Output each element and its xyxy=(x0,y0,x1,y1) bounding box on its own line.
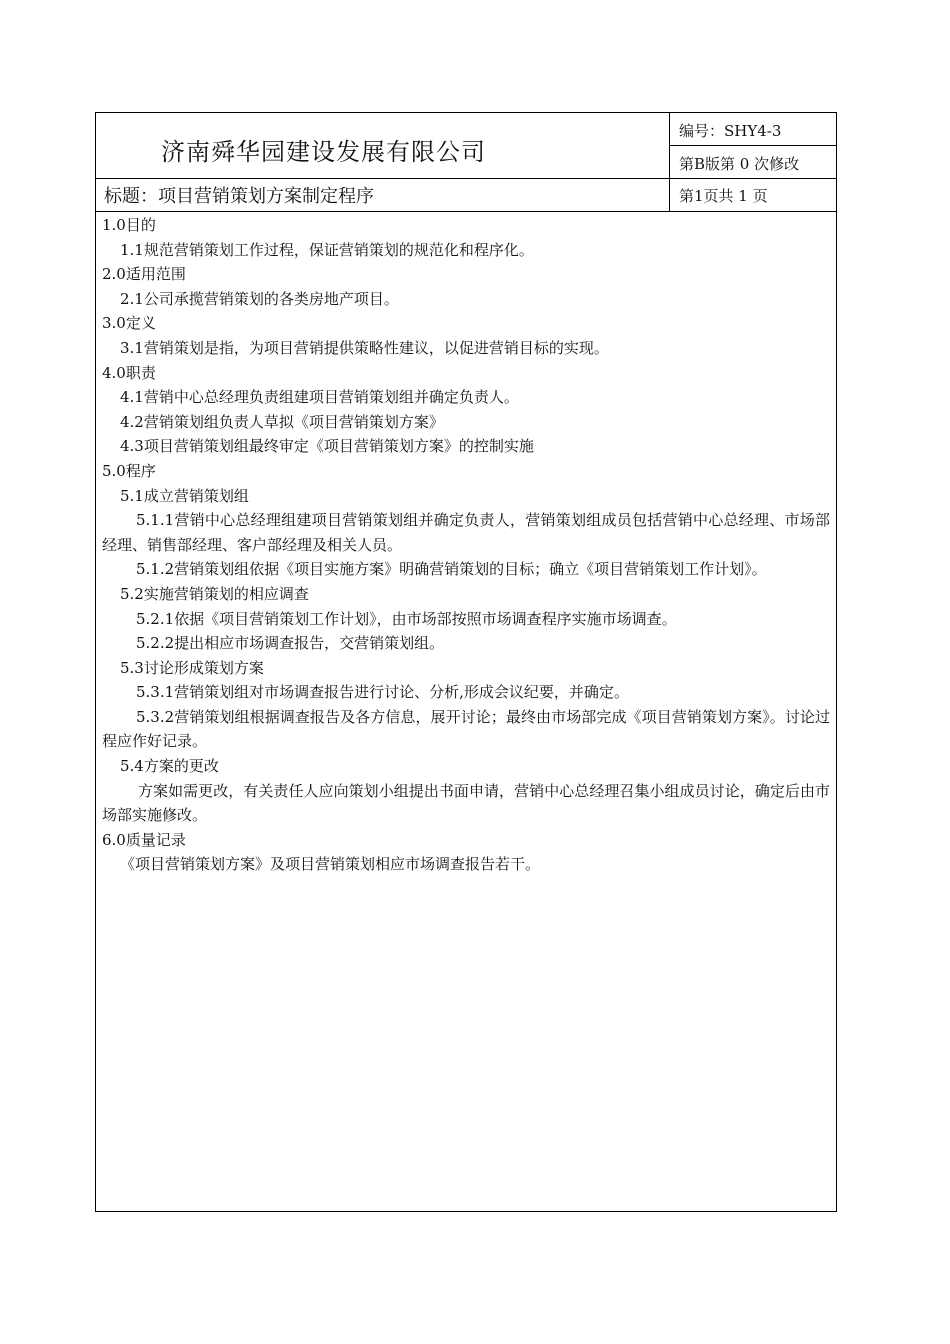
clause: 5.1.1营销中心总经理组建项目营销策划组并确定负责人，营销策划组成员包括营销中心总经理、市场部经理、销售部经理、客户部经理及相关人员。 xyxy=(102,511,830,554)
document-title: 标题：项目营销策划方案制定程序 xyxy=(104,186,374,207)
clause: 3.1营销策划是指，为项目营销提供策略性建议，以促进营销目标的实现。 xyxy=(120,338,609,357)
section-heading: 3.0定义 xyxy=(102,314,156,333)
page-info: 第1页共 1 页 xyxy=(679,187,768,205)
subsection-heading: 5.2实施营销策划的相应调查 xyxy=(120,584,309,603)
clause: 5.1.2营销策划组依据《项目实施方案》明确营销策划的目标；确立《项目营销策划工作计划》。 xyxy=(136,560,767,579)
document-body xyxy=(102,213,830,877)
company-name: 济南舜华园建设发展有限公司 xyxy=(161,138,486,166)
clause: 4.1营销中心总经理负责组建项目营销策划组并确定负责人。 xyxy=(120,388,519,407)
subsection-heading: 5.1成立营销策划组 xyxy=(120,486,249,505)
section-heading: 1.0目的 xyxy=(102,216,156,234)
clause: 2.1公司承揽营销策划的各类房地产项目。 xyxy=(120,289,399,308)
subsection-heading: 5.4方案的更改 xyxy=(120,757,219,776)
section-heading: 4.0职责 xyxy=(102,363,156,382)
clause: 5.3.2营销策划组根据调查报告及各方信息，展开讨论；最终由市场部完成《项目营销策划方案》。讨论过程应作好记录。 xyxy=(102,707,830,751)
header-divider xyxy=(669,145,837,146)
clause: 5.2.1依据《项目营销策划工作计划》，由市场部按照市场调查程序实施市场调查。 xyxy=(136,609,677,628)
clause: 《项目营销策划方案》及项目营销策划相应市场调查报告若干。 xyxy=(120,855,541,874)
section-heading: 2.0适用范围 xyxy=(102,265,186,284)
header-divider xyxy=(96,178,837,179)
clause: 方案如需更改，有关责任人应向策划小组提出书面申请，营销中心总经理召集小组成员讨论，确定后由市场部实施修改。 xyxy=(102,781,830,825)
clause: 5.2.2提出相应市场调查报告，交营销策划组。 xyxy=(136,634,445,653)
header-divider xyxy=(96,211,837,212)
header-column-divider xyxy=(669,113,670,211)
section-heading: 6.0质量记录 xyxy=(102,830,186,849)
section-heading: 5.0程序 xyxy=(102,461,156,480)
version-info: 第B版第 0 次修改 xyxy=(679,155,800,173)
clause: 5.3.1营销策划组对市场调查报告进行讨论、分析,形成会议纪要，并确定。 xyxy=(136,683,629,702)
subsection-heading: 5.3讨论形成策划方案 xyxy=(120,658,264,677)
document-frame xyxy=(95,112,837,1212)
document-number: 编号：SHY4-3 xyxy=(679,122,782,140)
clause: 4.3项目营销策划组最终审定《项目营销策划方案》的控制实施 xyxy=(120,437,534,456)
clause: 4.2营销策划组负责人草拟《项目营销策划方案》 xyxy=(120,412,444,431)
clause: 1.1规范营销策划工作过程，保证营销策划的规范化和程序化。 xyxy=(120,240,534,259)
